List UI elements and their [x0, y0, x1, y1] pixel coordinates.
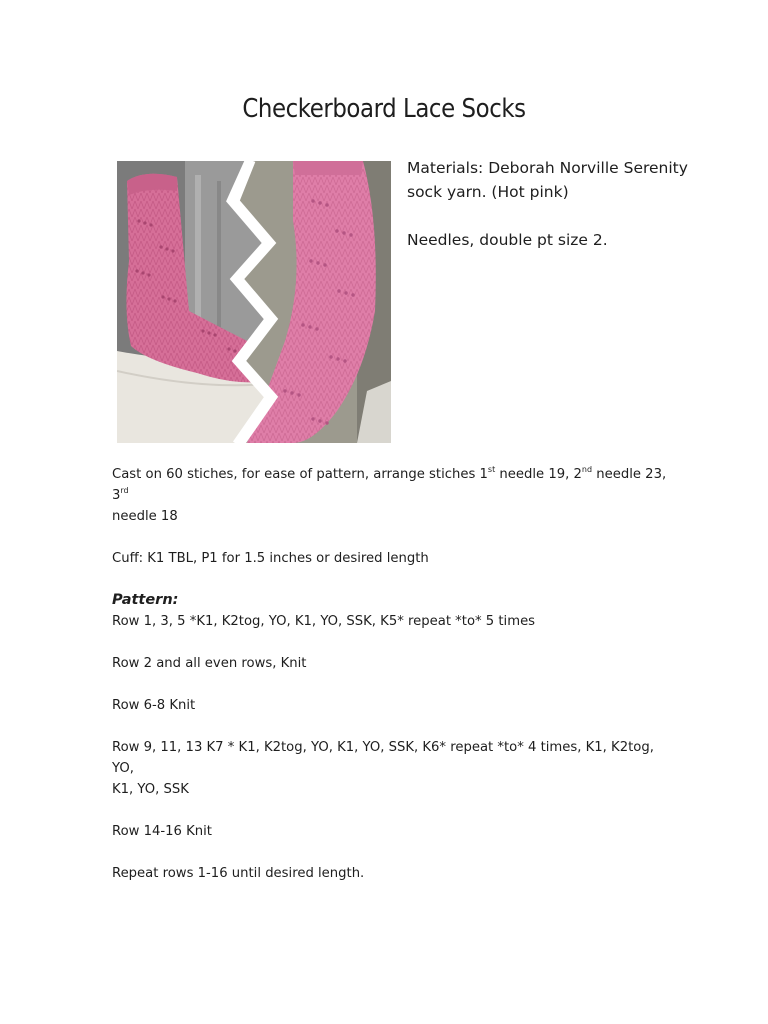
socks-photo	[117, 161, 391, 443]
cast-on-text-4: needle 18	[112, 509, 178, 524]
row-instruction-5: Row 14-16 Knit	[112, 824, 212, 839]
row-instruction-4-cont: K1, YO, SSK	[112, 782, 189, 797]
sup-st: st	[487, 464, 496, 474]
materials-block	[407, 156, 707, 252]
materials-line-2: sock yarn. (Hot pink)	[407, 183, 569, 201]
cast-on-text-3: needle 23, 3	[112, 467, 667, 503]
cast-on-text-2: needle 19, 2	[495, 467, 582, 482]
cast-on-instruction	[112, 464, 672, 527]
pattern-instructions	[112, 464, 672, 905]
cuff-instruction: Cuff: K1 TBL, P1 for 1.5 inches or desired length	[112, 551, 429, 566]
page-title: Checkerboard Lace Socks	[242, 94, 526, 124]
materials-line-1: Materials: Deborah Norville Serenity	[407, 159, 688, 177]
row-instruction-3: Row 6-8 Knit	[112, 698, 196, 713]
needles-line: Needles, double pt size 2.	[407, 231, 608, 249]
row-instruction-6: Repeat rows 1-16 until desired length.	[112, 866, 365, 881]
sup-nd: nd	[581, 464, 593, 474]
row-instruction-4: Row 9, 11, 13 K7 * K1, K2tog, YO, K1, YO, SSK, K6* repeat *to* 4 times, K1, K2tog, YO,	[112, 740, 654, 776]
pattern-heading: Pattern:	[112, 592, 179, 608]
row-instruction-2: Row 2 and all even rows, Knit	[112, 656, 307, 671]
sup-rd: rd	[120, 485, 129, 495]
row-instruction-1: Row 1, 3, 5 *K1, K2tog, YO, K1, YO, SSK, K5* repeat *to* 5 times	[112, 614, 536, 629]
cast-on-text-1: Cast on 60 stiches, for ease of pattern, arrange stiches 1	[112, 467, 488, 482]
